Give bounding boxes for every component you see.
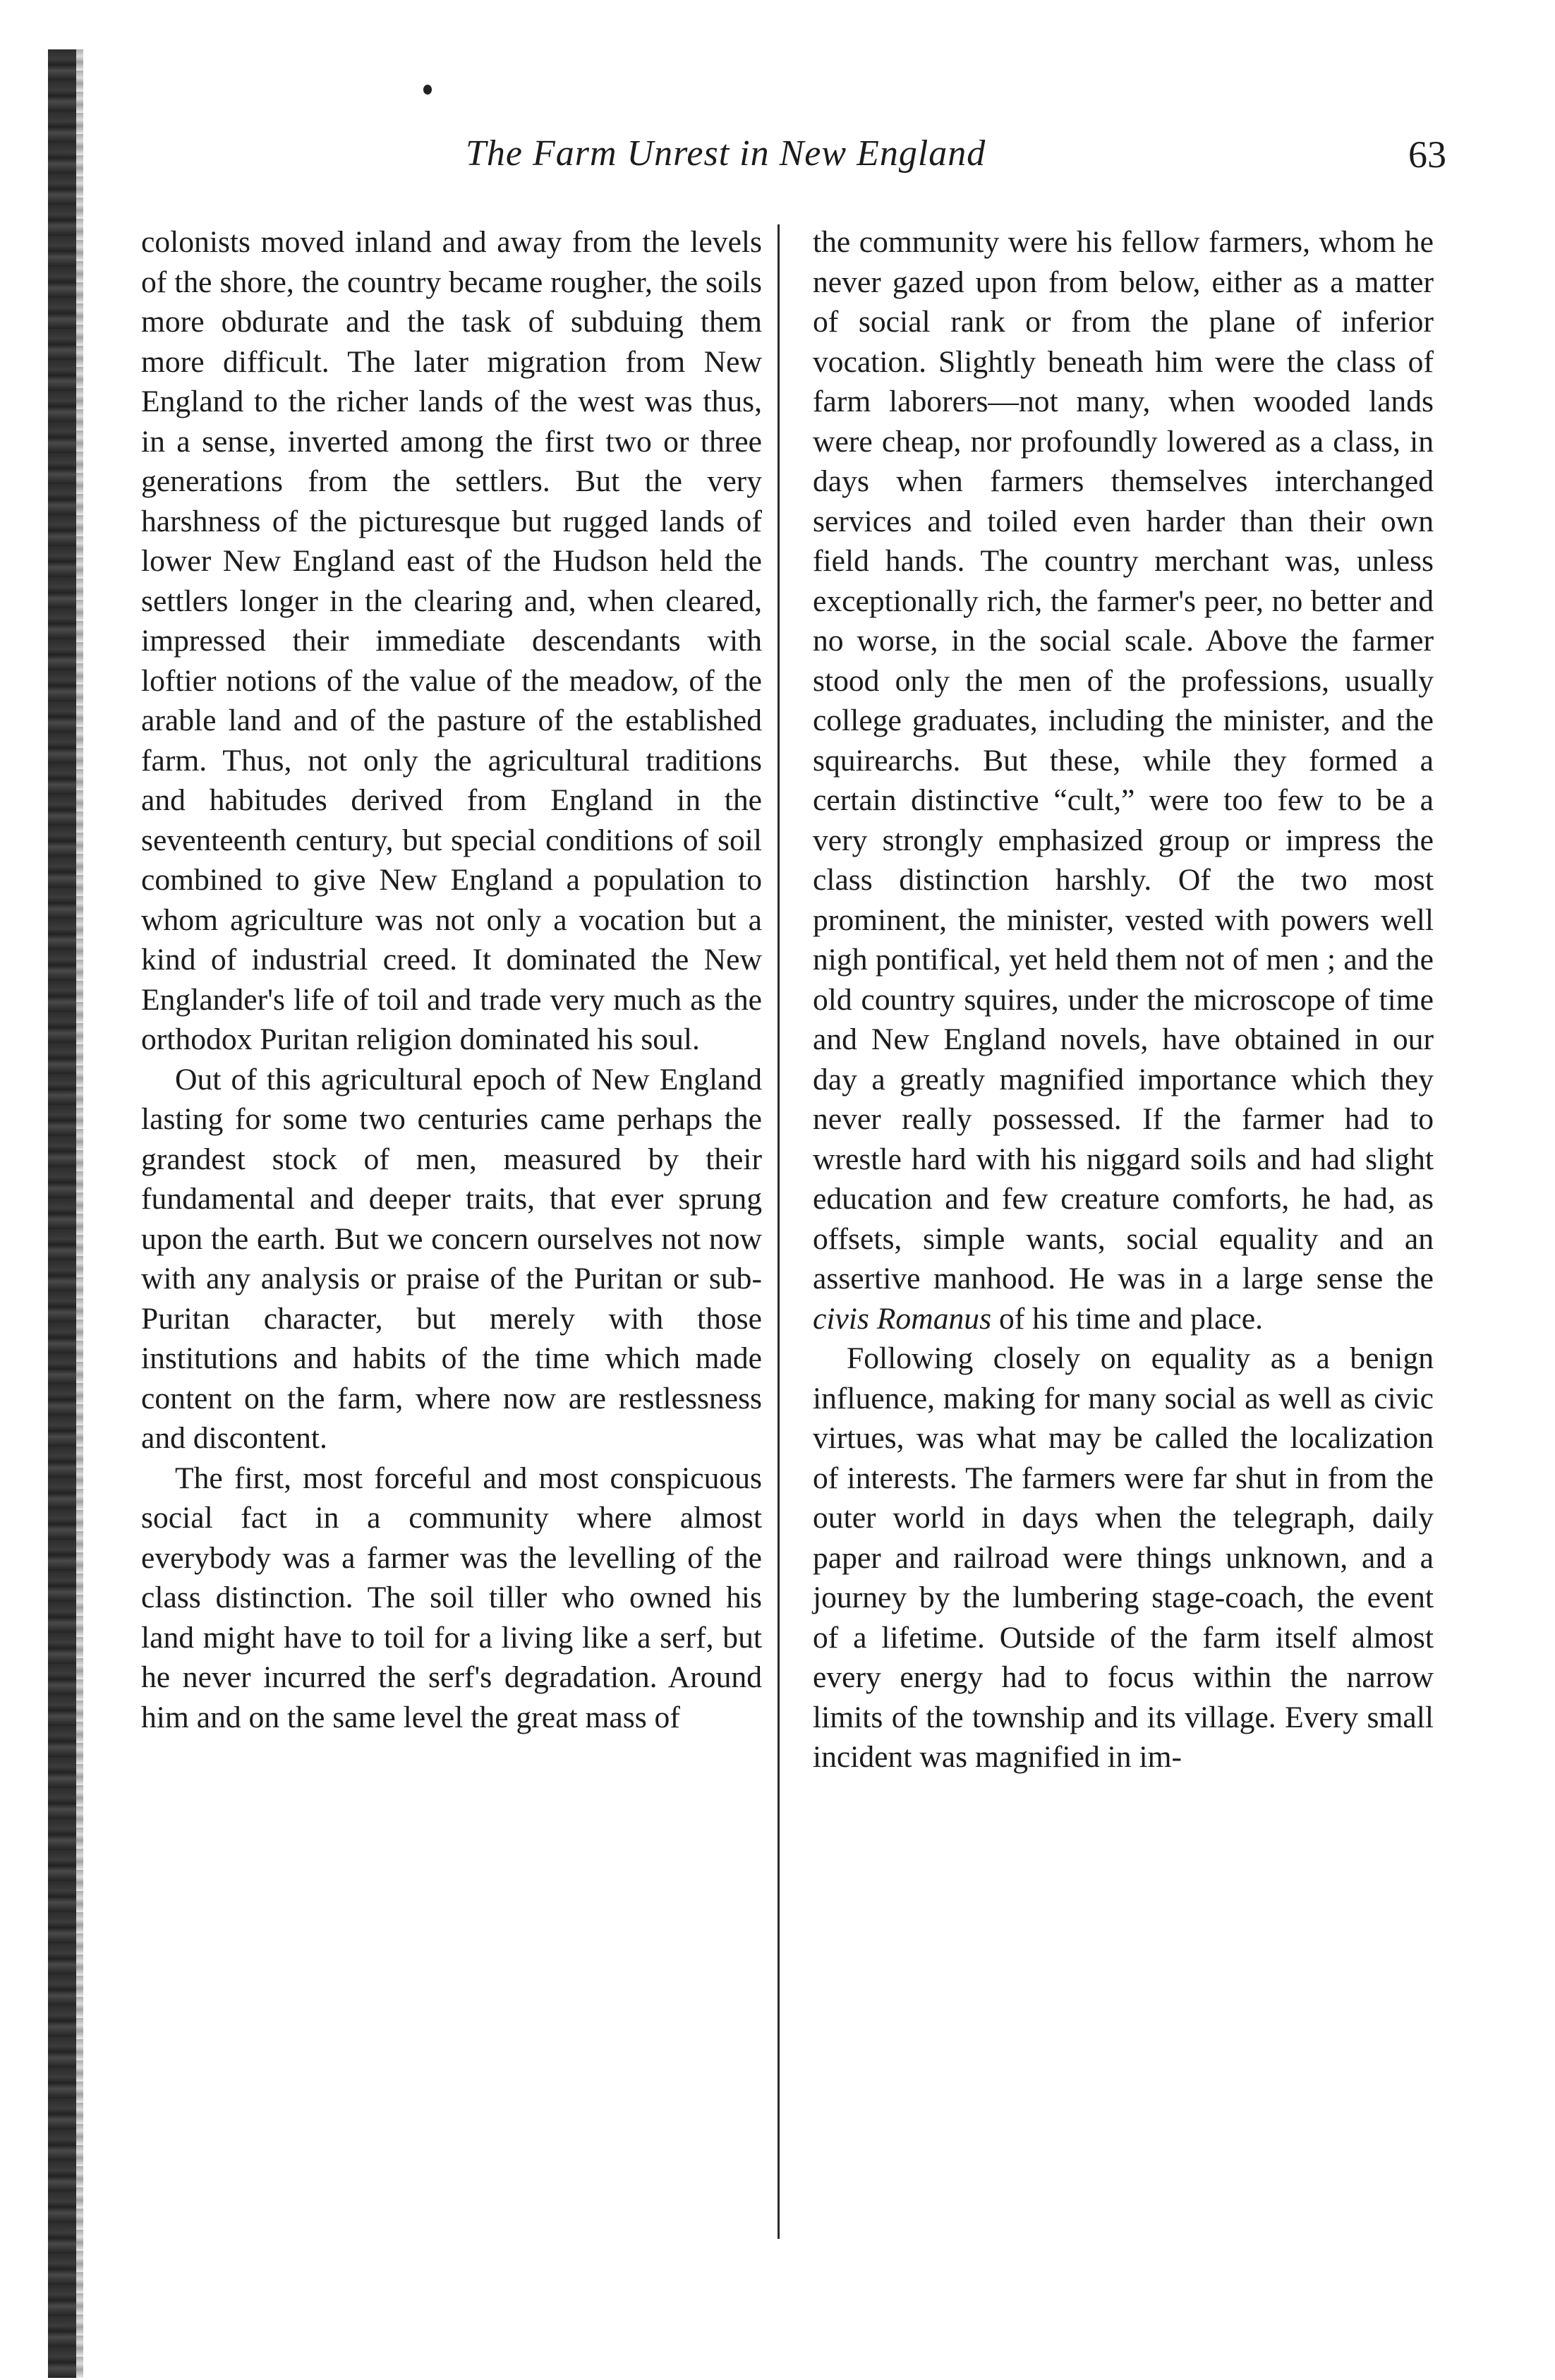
paragraph: Out of this agricultural epoch of New England lasting for some two centuries came perhaps the grandest stock of men, measured by their fundamental and deeper traits, that ever sprung upon the earth. But we concern ourselves not now with any analysis or praise of the Puritan or sub-Puritan character, but merely with those institutions and habits of the time which made content on the farm, where now are restlessness and discontent. <box>141 1062 762 1455</box>
paragraph: colonists moved inland and away from the levels of the shore, the country became rougher, the soils more obdurate and the task of subduing them more difficult. The later migration from New England to the richer lands of the west was thus, in a sense, inverted among the first two or three generations from the settlers. But the very harshness of the picturesque but rugged lands of lower New England east of the Hudson held the settlers longer in the clearing and, when cleared, impressed their immediate descendants with loftier notions of the value of the meadow, of the arable land and of the pasture of the established farm. Thus, not only the agricultural traditions and habitudes derived from England in the seventeenth century, but special conditions of soil combined to give New England a population to whom agriculture was not only a vocation but a kind of industrial creed. It dominated the New Englander's life of toil and trade very much as the orthodox Puritan religion dominated his soul. <box>141 225 762 1056</box>
paragraph: The first, most forceful and most conspicuous social fact in a community where almost everybody was a farmer was the levelling of the class distinction. The soil tiller who owned his land might have to toil for a living like a serf, but he never incurred the serf's degradation. Around him and on the same level the great mass of <box>141 1461 762 1734</box>
paragraph <box>813 222 1434 1339</box>
running-title: The Farm Unrest in New England <box>466 133 986 174</box>
paragraph-text: the community were his fellow farmers, whom he never gazed upon from below, either as a matter of social rank or from the plane of inferior vocation. Slightly beneath him were the class of farm laborers—not many, when wooded lands were cheap, nor profoundly lowered as a class, in days when farmers themselves interchanged services and toiled even harder than their own field hands. The country merchant was, unless exceptionally rich, the farmer's peer, no better and no worse, in the social scale. Above the farmer stood only the men of the professions, usually college graduates, including the minister, and the squirearchs. But these, while they formed a certain distinctive “cult,” were too few to be a very strongly emphasized group or impress the class distinction harshly. Of the two most prominent, the minister, vested with powers well nigh pontifical, yet held them not of men ; and the old country squires, under the microscope of time and New England novels, have obtained in our day a greatly magnified importance which they never really possessed. If the farmer had to wrestle hard with his niggard soils and had slight education and few creature comforts, he had, as offsets, simple wants, social equality and an assertive manhood. He was in a large sense the <box>813 225 1434 1295</box>
paragraph: Following closely on equality as a benign influence, making for many social as well as civic virtues, was what may be called the localization of interests. The farmers were far shut in from the outer world in days when the telegraph, daily paper and railroad were things unknown, and a journey by the lumbering stage-coach, the event of a lifetime. Outside of the farm itself almost every energy had to focus within the narrow limits of the township and its village. Every small incident was magnified in im- <box>813 1341 1434 1774</box>
latin-phrase: civis Romanus <box>813 1301 992 1336</box>
binding-shadow <box>48 49 76 2378</box>
print-speck <box>423 85 432 95</box>
right-column <box>813 222 1434 1777</box>
column-rule <box>778 224 780 2239</box>
running-head <box>466 133 1446 189</box>
page-number: 63 <box>1408 133 1446 176</box>
binding-highlight <box>76 49 83 2378</box>
left-column <box>141 222 762 1737</box>
paragraph-text: of his time and place. <box>991 1301 1264 1336</box>
page-binding-edge <box>0 0 106 2380</box>
